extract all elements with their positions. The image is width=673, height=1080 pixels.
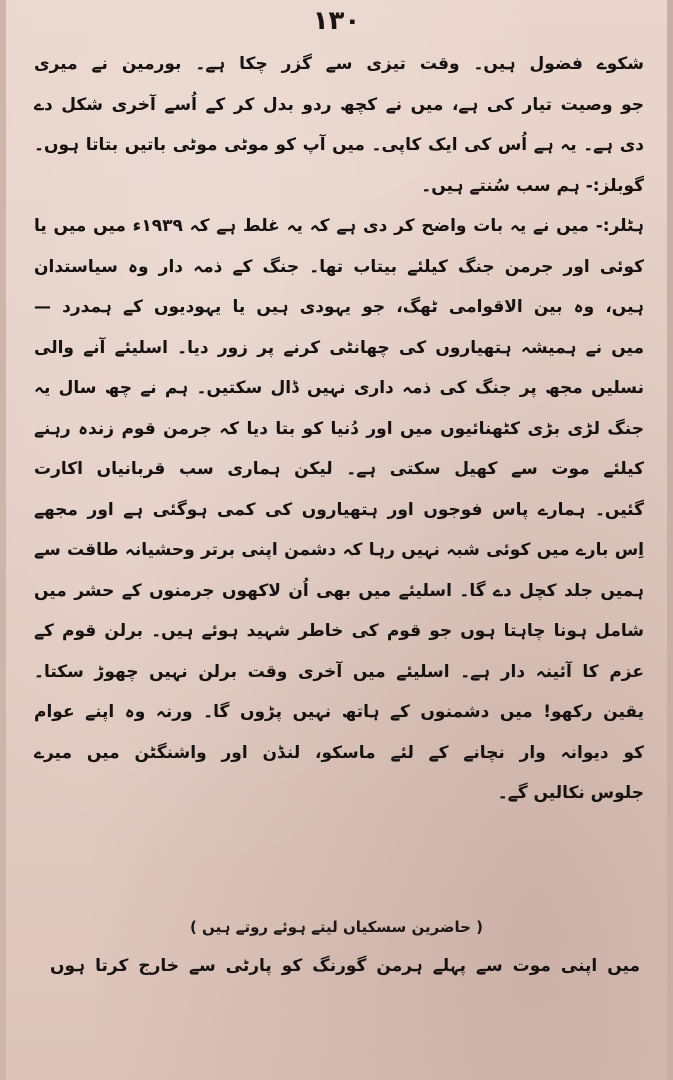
text-line: یقین رکھو! میں دشمنوں کے ہاتھ نہیں پڑوں گا۔ ورنہ وہ اپنے عوام <box>34 702 644 722</box>
text-line: ہیں، وہ بین الاقوامی ٹھگ، جو یہودی ہیں یا یہودیوں کے ہمدرد — <box>34 297 644 317</box>
text-line: کو دیوانہ وار نچانے کے لئے ماسکو، لنڈن اور واشنگٹن میں میرے <box>34 742 644 763</box>
text-line: اِس بارے میں کوئی شبہ نہیں رہا کہ دشمن اپنی برتر وحشیانہ طاقت سے <box>34 540 644 560</box>
text-line: کوئی اور جرمن جنگ کیلئے بیتاب تھا۔ جنگ کے ذمہ دار وہ سیاستدان <box>34 256 644 277</box>
text-line: جنگ لڑی بڑی کٹھنائیوں میں اور دُنیا کو بتا دیا کہ جرمن قوم زندہ رہنے <box>34 418 644 439</box>
text-line: شامل ہونا چاہتا ہوں جو قوم کی خاطر شہید ہوئے ہیں۔ برلن قوم کے <box>34 621 644 641</box>
text-line: ہمیں جلد کچل دے گا۔ اسلیئے میں بھی اُن لاکھوں جرمنوں کے حشر میں <box>34 580 644 601</box>
speaker-line-hitler: ہٹلر:- میں نے یہ بات واضح کر دی ہے کہ یہ غلط ہے کہ ۱۹۳۹ء میں میں یا <box>34 216 644 236</box>
body-text <box>34 44 644 814</box>
stage-direction: ( حاضرین سسکیاں لیتے ہوئے روتے ہیں ) <box>189 918 484 936</box>
page-number: ۱۳۰ <box>312 6 361 36</box>
final-line: میں اپنی موت سے پہلے ہرمن گورنگ کو پارٹی سے خارج کرتا ہوں <box>50 956 640 976</box>
text-line: شکوے فضول ہیں۔ وقت تیزی سے گزر چکا ہے۔ بورمین نے میری <box>34 54 644 74</box>
text-line: میں نے ہمیشہ ہتھیاروں کی چھانٹی کرنے پر زور دیا۔ اسلیئے آنے والی <box>34 337 644 358</box>
text-line: جو وصیت تیار کی ہے، میں نے کچھ ردو بدل کر کے اُسے آخری شکل دے <box>34 94 644 115</box>
text-line: عزم کا آئینہ دار ہے۔ اسلیئے میں آخری وقت برلن نہیں چھوڑ سکتا۔ <box>34 661 644 682</box>
speaker-line-goebbels: گوبلز:- ہم سب سُنتے ہیں۔ <box>421 175 644 196</box>
text-line: گئیں۔ ہمارے پاس فوجوں اور ہتھیاروں کی کمی ہوگئی ہے اور مجھے <box>34 499 644 520</box>
text-line: دی ہے۔ یہ ہے اُس کی ایک کاپی۔ میں آپ کو موٹی موٹی باتیں بتاتا ہوں۔ <box>34 135 644 155</box>
text-line: جلوس نکالیں گے۔ <box>497 783 644 803</box>
text-line: نسلیں مجھ پر جنگ کی ذمہ داری نہیں ڈال سکتیں۔ ہم نے چھ سال یہ <box>34 378 644 398</box>
text-line: کیلئے موت سے کھیل سکتی ہے۔ لیکن ہماری سب قربانیاں اکارت <box>34 459 644 479</box>
